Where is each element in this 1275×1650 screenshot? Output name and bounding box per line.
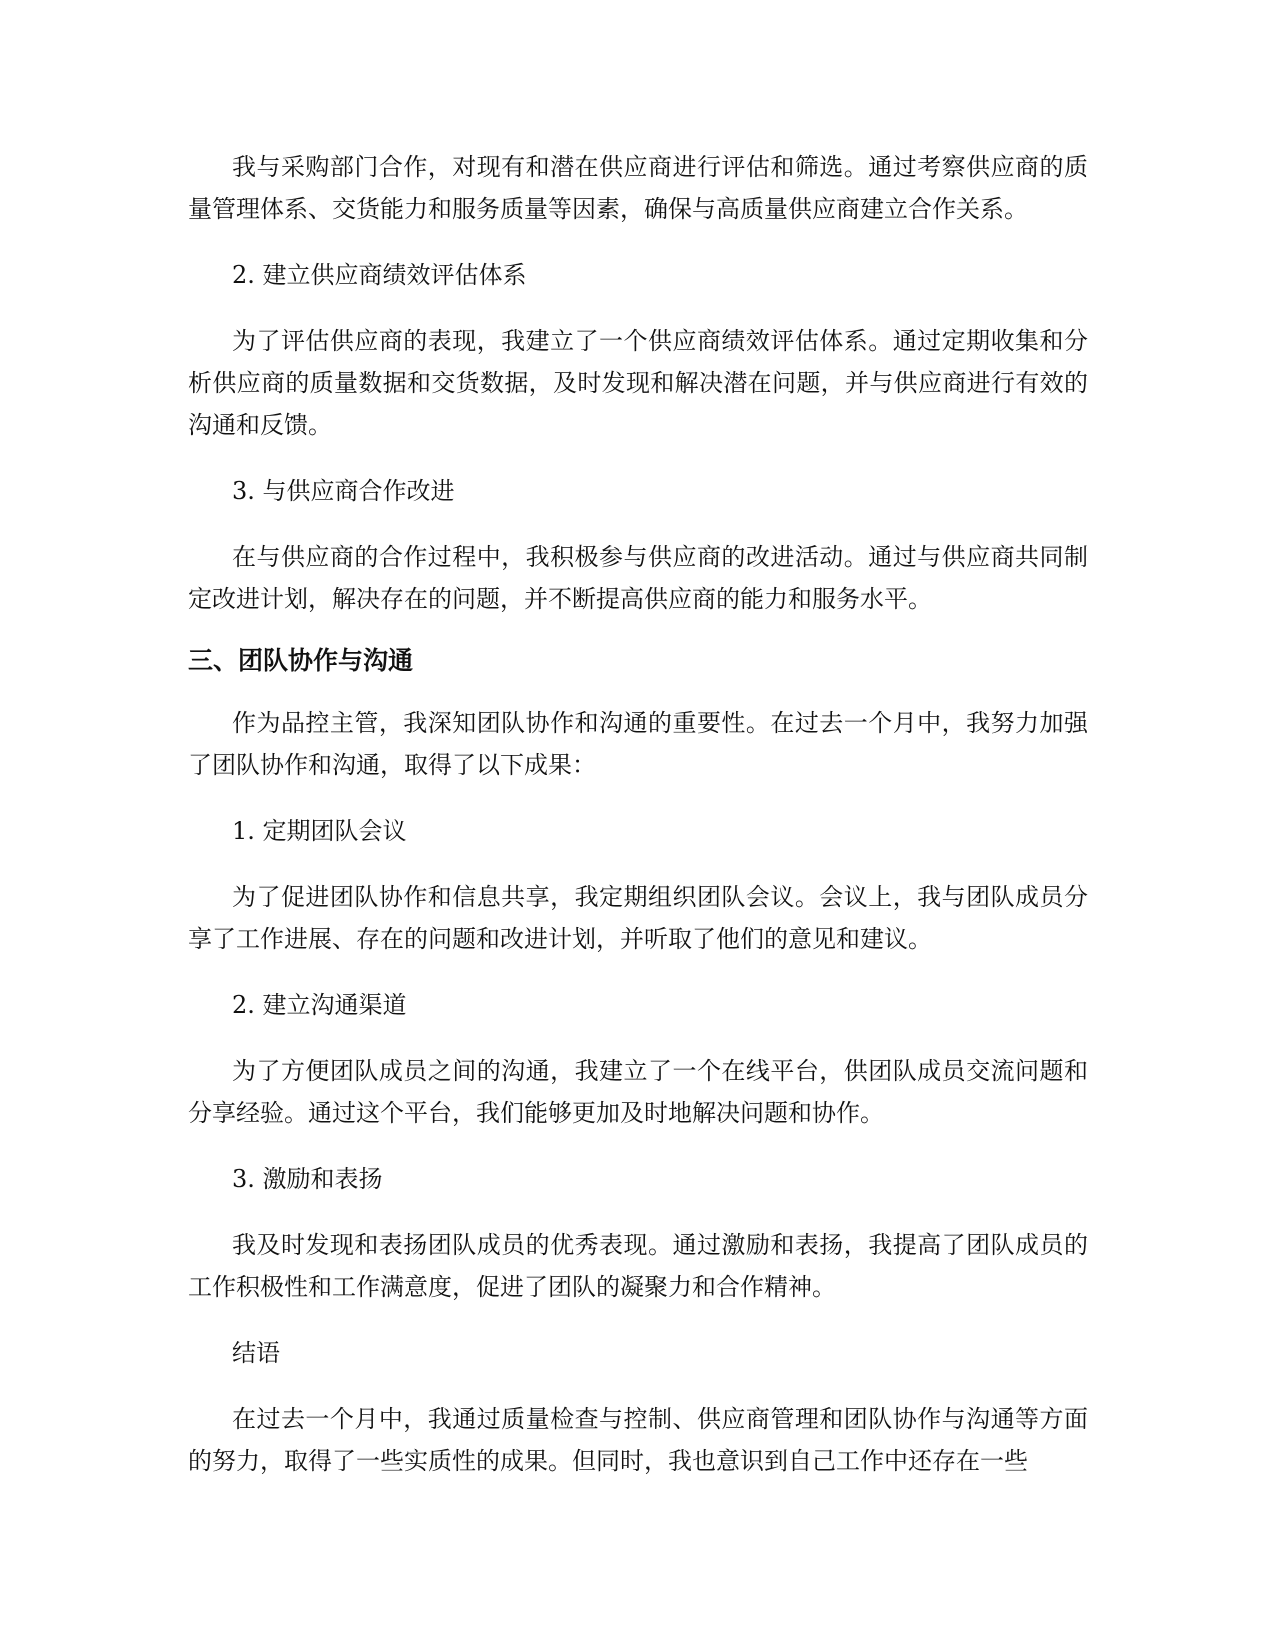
paragraph-supplier-performance: 为了评估供应商的表现，我建立了一个供应商绩效评估体系。通过定期收集和分析供应商的质量数据和交货数据，及时发现和解决潜在问题，并与供应商进行有效的沟通和反馈。 [188,327,1088,439]
spacer [188,296,1088,320]
spacer [188,1308,1088,1332]
paragraph-communication-channel: 为了方便团队成员之间的沟通，我建立了一个在线平台，供团队成员交流问题和分享经验。通过这个平台，我们能够更加及时地解决问题和协作。 [188,1057,1088,1127]
paragraph-motivation-praise: 我及时发现和表扬团队成员的优秀表现。通过激励和表扬，我提高了团队成员的工作积极性和工作满意度，促进了团队的凝聚力和合作精神。 [188,1231,1088,1301]
spacer [188,512,1088,536]
spacer [188,1200,1088,1224]
section-heading-teamwork: 三、团队协作与沟通 [188,646,414,675]
spacer [188,1026,1088,1050]
list-item-supplier-performance-system: 2. 建立供应商绩效评估体系 [232,261,527,289]
document-page [188,146,1088,1482]
spacer [188,852,1088,876]
conclusion-heading: 结语 [232,1339,280,1367]
paragraph-team-meetings: 为了促进团队协作和信息共享，我定期组织团队会议。会议上，我与团队成员分享了工作进展、存在的问题和改进计划，并听取了他们的意见和建议。 [188,883,1088,953]
list-item-motivation-praise: 3. 激励和表扬 [232,1165,383,1193]
paragraph-teamwork-intro: 作为品控主管，我深知团队协作和沟通的重要性。在过去一个月中，我努力加强了团队协作和沟通，取得了以下成果： [188,709,1088,779]
spacer [188,960,1088,984]
spacer [188,620,1088,640]
spacer [188,682,1088,702]
list-item-team-meetings: 1. 定期团队会议 [232,817,407,845]
spacer [188,1134,1088,1158]
list-item-communication-channel: 2. 建立沟通渠道 [232,991,407,1019]
spacer [188,230,1088,254]
paragraph-conclusion: 在过去一个月中，我通过质量检查与控制、供应商管理和团队协作与沟通等方面的努力，取得了一些实质性的成果。但同时，我也意识到自己工作中还存在一些 [188,1405,1088,1475]
spacer [188,786,1088,810]
paragraph-supplier-improvement: 在与供应商的合作过程中，我积极参与供应商的改进活动。通过与供应商共同制定改进计划，解决存在的问题，并不断提高供应商的能力和服务水平。 [188,543,1088,613]
spacer [188,1374,1088,1398]
paragraph-supplier-evaluation: 我与采购部门合作，对现有和潜在供应商进行评估和筛选。通过考察供应商的质量管理体系、交货能力和服务质量等因素，确保与高质量供应商建立合作关系。 [188,153,1088,223]
list-item-supplier-improvement: 3. 与供应商合作改进 [232,477,455,505]
spacer [188,446,1088,470]
